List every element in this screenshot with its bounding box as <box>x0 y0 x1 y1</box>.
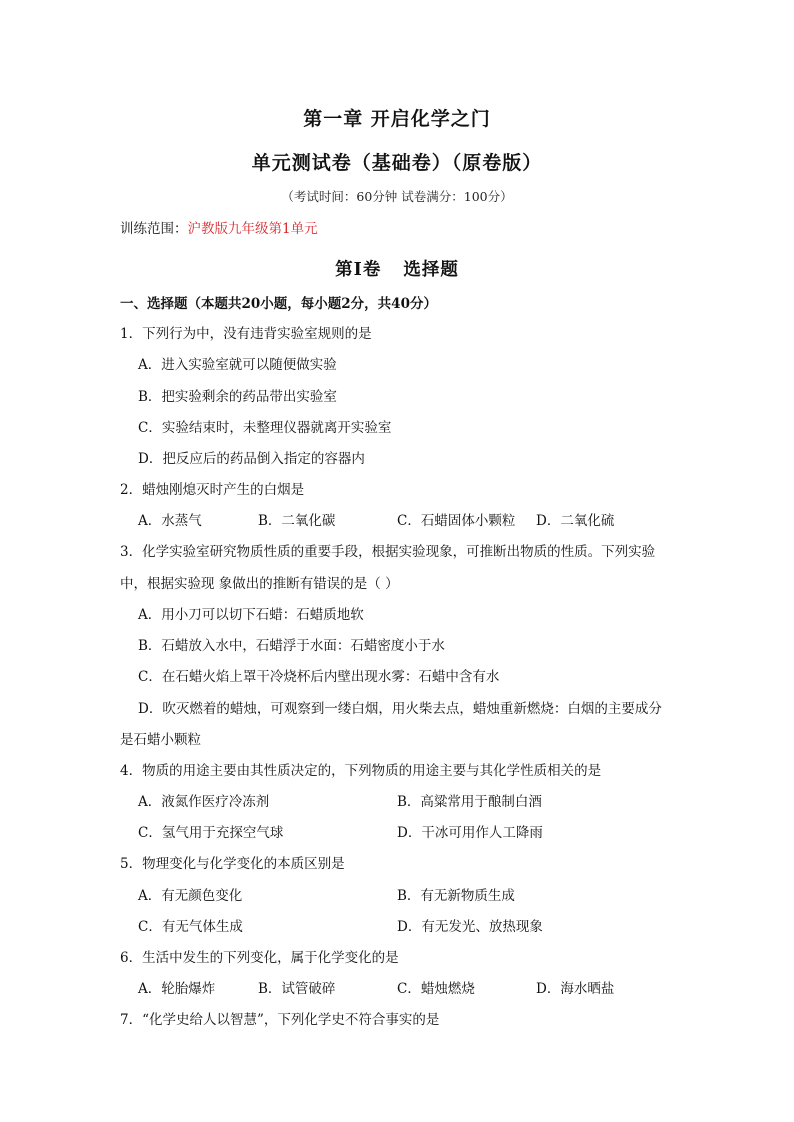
question-option: C．氢气用于充探空气球 <box>138 825 284 841</box>
question-option: C．实验结束时，未整理仪器就离开实验室 <box>138 420 392 436</box>
question-option: A．水蒸气 <box>138 513 202 529</box>
chapter-title: 第一章 开启化学之门 <box>303 108 491 130</box>
question-stem: 2．蜡烛刚熄灭时产生的白烟是 <box>120 482 305 498</box>
section-title <box>0 256 794 281</box>
question-option: D．把反应后的药品倒入指定的容器内 <box>138 451 365 467</box>
question-stem: 3．化学实验室研究物质性质的重要手段，根据实验现象，可推断出物质的性质。下列实验 <box>120 544 656 560</box>
question-option: D．海水晒盐 <box>536 981 615 997</box>
training-range <box>120 217 318 237</box>
question-option: B．有无新物质生成 <box>397 888 515 904</box>
question-option: C．石蜡固体小颗粒 <box>397 513 516 529</box>
question-option: D．有无发光、放热现象 <box>397 919 543 935</box>
question-option: D．二氧化硫 <box>536 513 615 529</box>
section-title-volume: 第Ⅰ卷 <box>335 260 382 280</box>
question-option: B．二氧化碳 <box>258 513 336 529</box>
question-stem: 5．物理变化与化学变化的本质区别是 <box>120 856 345 872</box>
question-option: B．试管破碎 <box>258 981 336 997</box>
exam-meta: （考试时间：60分钟 试卷满分：100分） <box>281 189 513 204</box>
question-option: D．吹灭燃着的蜡烛，可观察到一缕白烟，用火柴去点，蜡烛重新燃烧：白烟的主要成分 <box>138 701 662 717</box>
question-option: B．石蜡放入水中，石蜡浮于水面：石蜡密度小于水 <box>138 638 445 654</box>
question-option: C．有无气体生成 <box>138 919 243 935</box>
question-stem: 6．生活中发生的下列变化，属于化学变化的是 <box>120 950 399 966</box>
question-option: A．进入实验室就可以随便做实验 <box>138 357 337 373</box>
question-option: C．在石蜡火焰上罩干冷烧杯后内壁出现水雾：石蜡中含有水 <box>138 669 500 685</box>
question-option: A．液氮作医疗冷冻剂 <box>138 794 270 810</box>
part-heading: 一、选择题（本题共20小题，每小题2分，共40分） <box>120 296 437 312</box>
question-stem-continued: 中，根据实验现 象做出的推断有错误的是（ ） <box>120 576 399 592</box>
question-option: A．轮胎爆炸 <box>138 981 216 997</box>
question-stem: 4．物质的用途主要由其性质决定的，下列物质的用途主要与其化学性质相关的是 <box>120 763 602 779</box>
question-option: A．有无颜色变化 <box>138 888 243 904</box>
question-option-continued: 是石蜡小颗粒 <box>120 732 201 748</box>
question-option: B．把实验剩余的药品带出实验室 <box>138 389 337 405</box>
paper-title: 单元测试卷（基础卷）（原卷版） <box>251 152 543 174</box>
question-option: A．用小刀可以切下石蜡：石蜡质地软 <box>138 607 364 623</box>
range-value: 沪教版九年级第1单元 <box>187 221 318 237</box>
range-label: 训练范围： <box>120 221 188 237</box>
question-stem: 1．下列行为中，没有违背实验室规则的是 <box>120 326 372 342</box>
question-option: D．干冰可用作人工降雨 <box>397 825 543 841</box>
section-title-type: 选择题 <box>403 260 459 280</box>
question-stem: 7．“化学史给人以智慧”，下列化学史不符合事实的是 <box>120 1012 440 1028</box>
question-option: C．蜡烛燃烧 <box>397 981 475 997</box>
question-option: B．高粱常用于酿制白酒 <box>397 794 542 810</box>
